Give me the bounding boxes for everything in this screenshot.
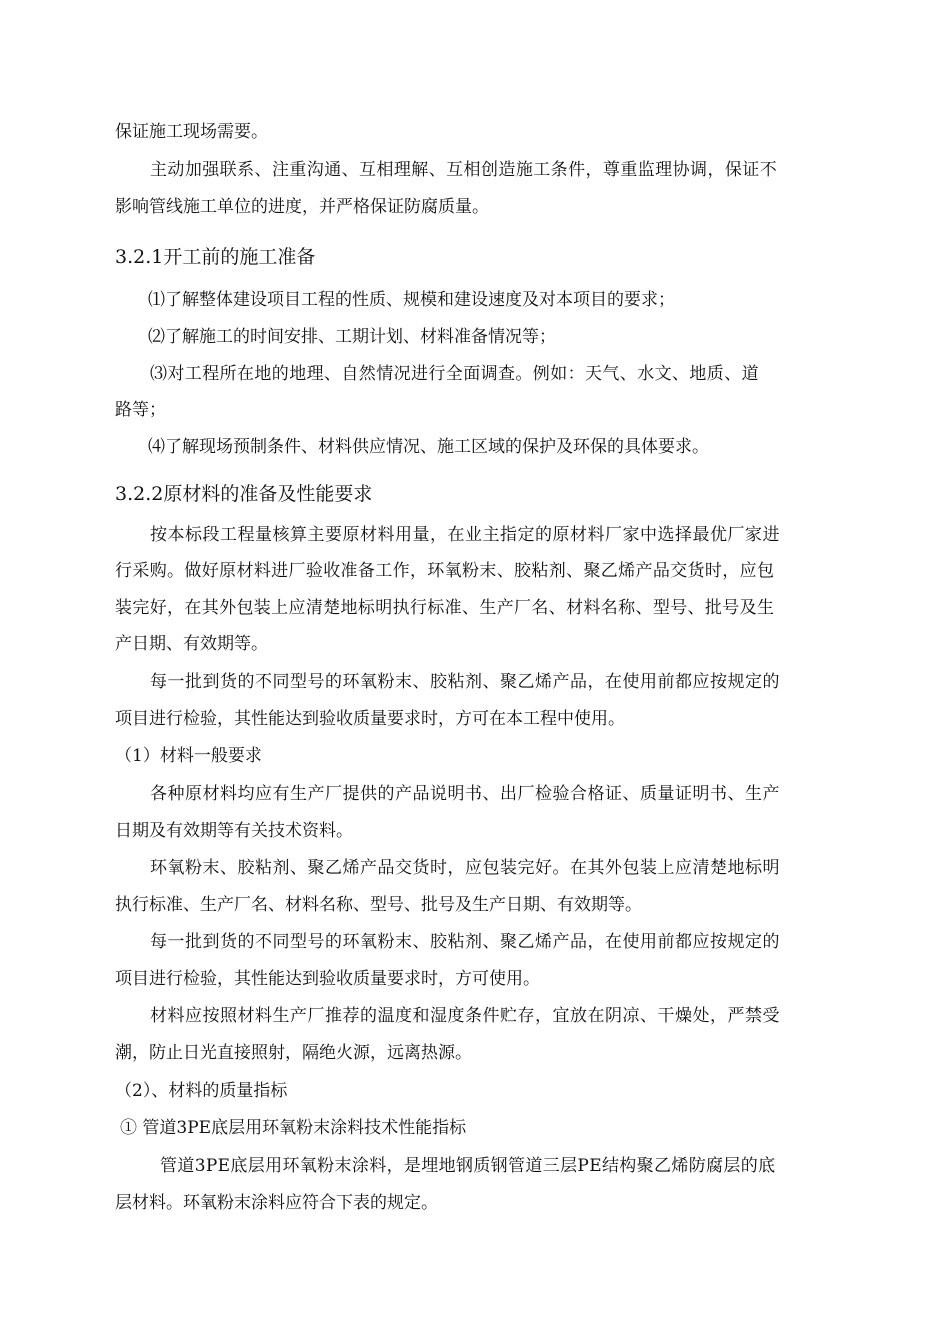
paragraph-line: 管道3PE底层用环氧粉末涂料，是埋地钢质钢管道三层PE结构聚乙烯防腐层的底 [160,1156,776,1176]
paragraph-line: 影响管线施工单位的进度，并严格保证防腐质量。 [115,197,489,217]
paragraph-line: 项目进行检验，其性能达到验收质量要求时，方可使用。 [115,969,540,989]
paragraph-line: 执行标准、生产厂名、材料名称、型号、批号及生产日期、有效期等。 [115,895,642,915]
paragraph-line: 环氧粉末、胶粘剂、聚乙烯产品交货时，应包装完好。在其外包装上应清楚地标明 [150,858,780,878]
subsection-title: ① 管道3PE底层用环氧粉末涂料技术性能指标 [120,1118,467,1138]
paragraph-line: 每一批到货的不同型号的环氧粉末、胶粘剂、聚乙烯产品，在使用前都应按规定的 [150,932,780,952]
section-heading: 3.2.1开工前的施工准备 [115,246,316,268]
paragraph-line: 保证施工现场需要。 [115,122,268,142]
paragraph-line: 项目进行检验，其性能达到验收质量要求时，方可在本工程中使用。 [115,709,625,729]
list-item: ⑶对工程所在地的地理、自然情况进行全面调查。例如：天气、水文、地质、道 [150,364,759,384]
paragraph-line: 主动加强联系、注重沟通、互相理解、互相创造施工条件，尊重监理协调，保证不 [150,160,778,180]
list-item: ⑴了解整体建设项目工程的性质、规模和建设速度及对本项目的要求； [148,290,675,310]
list-item: ⑵了解施工的时间安排、工期计划、材料准备情况等； [148,327,556,347]
list-item: ⑷了解现场预制条件、材料供应情况、施工区域的保护及环保的具体要求。 [148,437,709,457]
list-item: 路等； [115,400,166,420]
subsection-title: （1）材料一般要求 [115,746,262,766]
paragraph-line: 各种原材料均应有生产厂提供的产品说明书、出厂检验合格证、质量证明书、生产 [150,784,780,804]
paragraph-line: 行采购。做好原材料进厂验收准备工作，环氧粉末、胶粘剂、聚乙烯产品交货时，应包 [115,561,775,581]
paragraph-line: 装完好，在其外包装上应清楚地标明执行标准、生产厂名、材料名称、型号、批号及生 [115,598,775,618]
paragraph-line: 每一批到货的不同型号的环氧粉末、胶粘剂、聚乙烯产品，在使用前都应按规定的 [150,672,780,692]
paragraph-line: 按本标段工程量核算主要原材料用量，在业主指定的原材料厂家中选择最优厂家进 [150,525,780,545]
section-heading: 3.2.2原材料的准备及性能要求 [115,483,373,505]
paragraph-line: 层材料。环氧粉末涂料应符合下表的规定。 [115,1193,438,1213]
paragraph-line: 产日期、有效期等。 [115,634,268,654]
subsection-title: （2）、材料的质量指标 [115,1081,288,1101]
paragraph-line: 材料应按照材料生产厂推荐的温度和湿度条件贮存，宜放在阴凉、干燥处，严禁受 [150,1006,780,1026]
paragraph-line: 潮，防止日光直接照射，隔绝火源，远离热源。 [115,1043,472,1063]
paragraph-line: 日期及有效期等有关技术资料。 [115,821,353,841]
